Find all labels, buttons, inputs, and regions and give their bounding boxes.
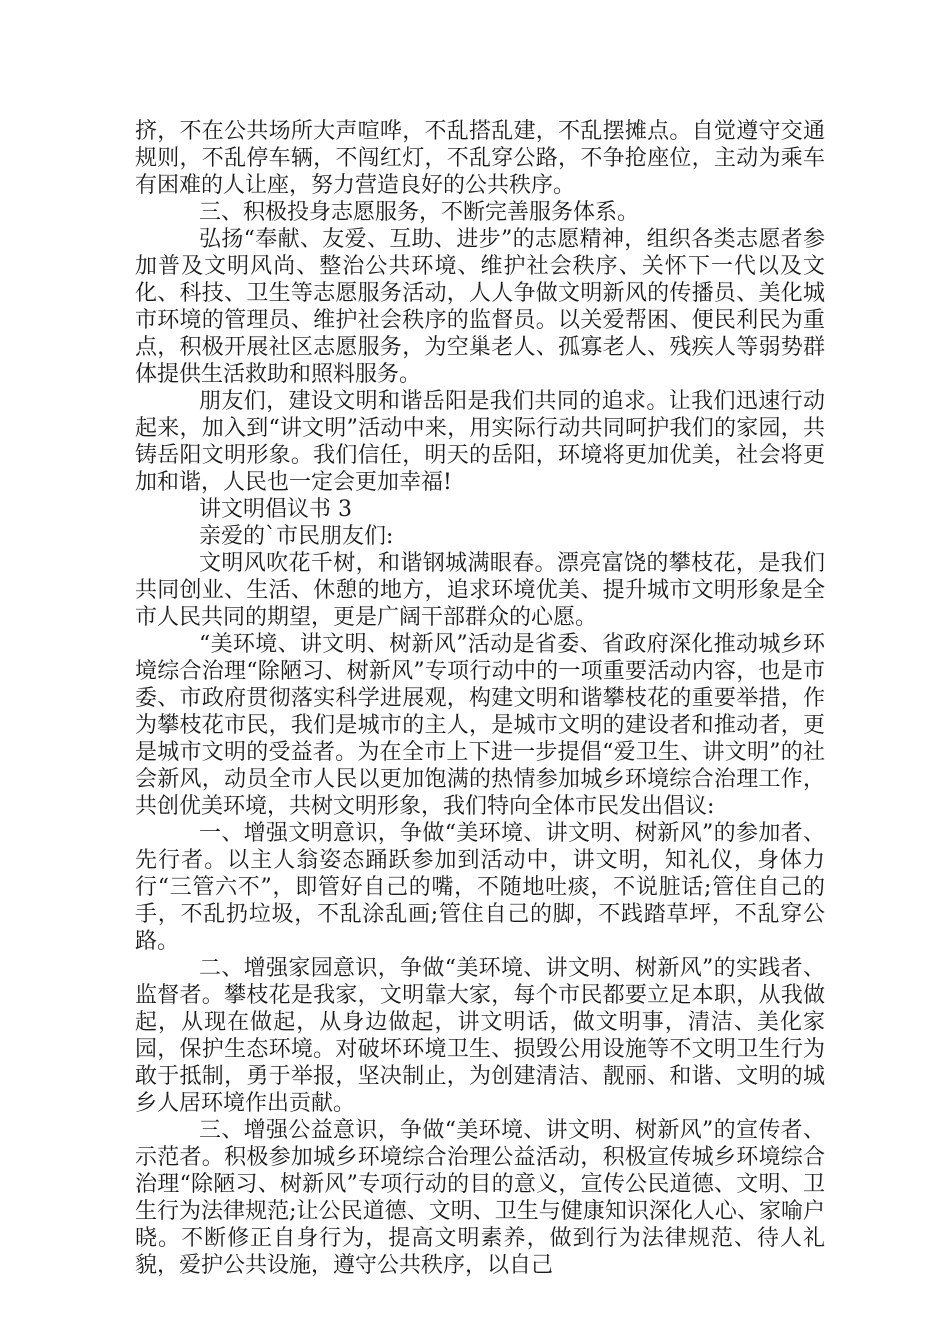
paragraph-10: 二、增强家园意识，争做“美环境、讲文明、树新风”的实践者、监督者。攀枝花是我家，文明靠大家，每个市民都要立足本职，从我做起，从现在做起，从身边做起，讲文明话，做文明事，清洁、美化家园，保护生态环境。对破坏环境卫生、损毁公用设施等不文明卫生行为敢于抵制，勇于举报，坚决制止，为创建清洁、靓丽、和谐、文明的城乡人居环境作出贡献。	[135, 956, 825, 1116]
paragraph-9: 一、增强文明意识，争做“美环境、讲文明、树新风”的参加者、先行者。以主人翁姿态踊跃参加到活动中，讲文明，知礼仪，身体力行“三管六不”，即管好自己的嘴，不随地吐痰，不说脏话;管住自己的手，不乱扔垃圾，不乱涂乱画;管住自己的脚，不践踏草坪，不乱穿公路。	[135, 821, 825, 954]
paragraph-8: “美环境、讲文明、树新风”活动是省委、省政府深化推动城乡环境综合治理“除陋习、树新风”专项行动中的一项重要活动内容，也是市委、市政府贯彻落实科学进展观，构建文明和谐攀枝花的重要举措，作为攀枝花市民，我们是城市的主人，是城市文明的建设者和推动者，更是城市文明的受益者。为在全市上下进一步提倡“爱卫生、讲文明”的社会新风，动员全市人民以更加饱满的热情参加城乡环境综合治理工作，共创优美环境，共树文明形象，我们特向全体市民发出倡议:	[135, 632, 825, 819]
section-heading: 讲文明倡议书 3	[199, 497, 352, 522]
paragraph-3: 弘扬“奉献、友爱、互助、进步”的志愿精神，组织各类志愿者参加普及文明风尚、整治公共环境、维护社会秩序、关怀下一代以及文化、科技、卫生等志愿服务活动，人人争做文明新风的传播员、美化城市环境的管理员、维护社会秩序的监督员。以关爱帮困、便民利民为重点，积极开展社区志愿服务，为空巢老人、孤寡老人、残疾人等弱势群体提供生活救助和照料服务。	[135, 227, 825, 387]
paragraph-4: 朋友们，建设文明和谐岳阳是我们共同的追求。让我们迅速行动起来，加入到“讲文明”活动中来，用实际行动共同呵护我们的家园，共铸岳阳文明形象。我们信任，明天的岳阳，环境将更加优美，社会将更加和谐，人民也一定会更加幸福!	[135, 389, 825, 495]
paragraph-11: 三、增强公益意识，争做“美环境、讲文明、树新风”的宣传者、示范者。积极参加城乡环境综合治理公益活动，积极宣传城乡环境综合治理“除陋习、树新风”专项行动的目的意义，宣传公民道德、文明、卫生行为法律规范;让公民道德、文明、卫生与健康知识深化人心、家喻户晓。不断修正自身行为，提高文明素养，做到行为法律规范、待人礼貌，爱护公共设施，遵守公共秩序，以自己	[135, 1118, 825, 1278]
paragraph-7: 文明风吹花千树，和谐钢城满眼春。漂亮富饶的攀枝花，是我们共同创业、生活、休憩的地方，追求环境优美、提升城市文明形象是全市人民共同的期望，更是广阔干部群众的心愿。	[135, 551, 825, 630]
paragraph-2: 三、积极投身志愿服务，不断完善服务体系。	[199, 200, 640, 225]
paragraph-1: 挤，不在公共场所大声喧哗，不乱搭乱建，不乱摆摊点。自觉遵守交通规则，不乱停车辆，不闯红灯，不乱穿公路，不争抢座位，主动为乘车有困难的人让座，努力营造良好的公共秩序。	[135, 119, 825, 198]
document-body	[135, 118, 825, 1279]
salutation: 亲爱的`市民朋友们:	[199, 524, 394, 549]
